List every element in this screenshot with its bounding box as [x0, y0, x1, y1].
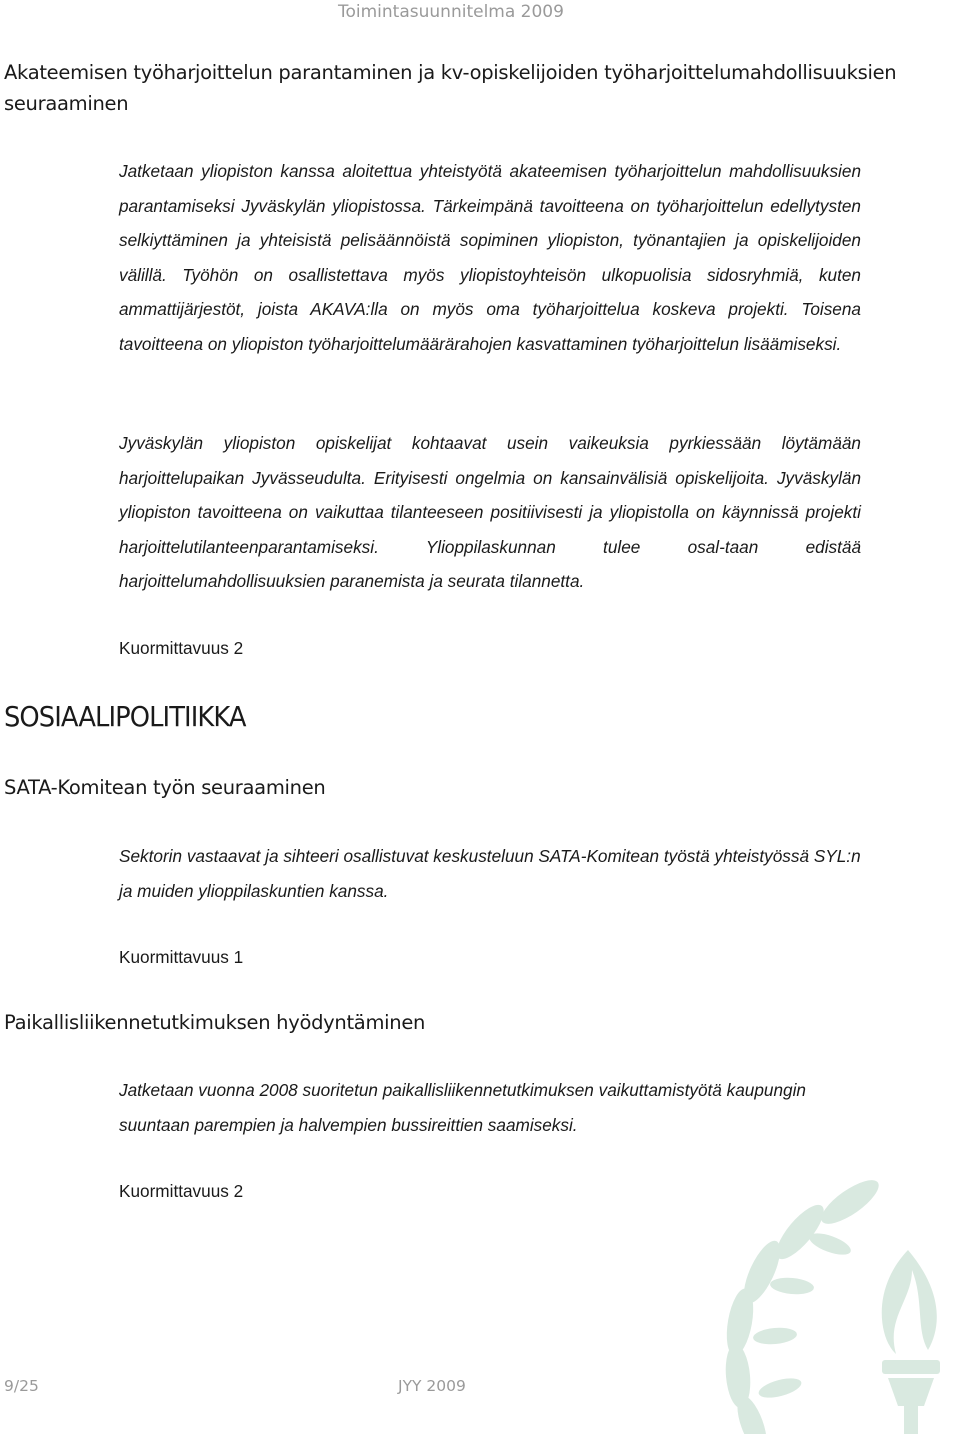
- footer-organization: JYY 2009: [398, 1377, 466, 1395]
- section-heading-tyoharjoittelu-line2: seuraaminen: [4, 92, 129, 115]
- torch-laurel-icon: [680, 1140, 960, 1434]
- paragraph-paikallisliikenne: Jatketaan vuonna 2008 suoritetun paikallisliikennetutkimuksen vaikuttamistyötä kaupungin suuntaan parempien ja halvempien bussireittien saamiseksi.: [119, 1080, 806, 1135]
- load-indicator-paikallisliikenne: Kuormittavuus 2: [119, 1181, 244, 1201]
- section-heading-paikallisliikenne: Paikallisliikennetutkimuksen hyödyntäminen: [4, 1011, 426, 1034]
- page-number: 9/25: [4, 1377, 39, 1395]
- document-header-title: Toimintasuunnitelma 2009: [338, 2, 564, 22]
- paragraph-tyoharjoittelu-2: Jyväskylän yliopiston opiskelijat kohtaavat usein vaikeuksia pyrkiessään löytämään harjoittelupaikan Jyvässeudulta. Erityisesti ongelmia on kansainvälisiä opiskelijoita. Jyväskylän yliopiston tavoitteena on vaikuttaa tilanteeseen positiivisesti ja yliopistolla on käynnissä projekti harjoittelutilanteenparantamiseksi. Ylioppilaskunnan tulee osal-taan edistää harjoittelumahdollisuuksien paranemista ja seurata tilannetta.: [119, 433, 861, 592]
- paragraph-sata: Sektorin vastaavat ja sihteeri osallistuvat keskusteluun SATA-Komitean työstä yhteistyössä SYL:n ja muiden ylioppilaskuntien kanssa.: [119, 846, 861, 901]
- main-section-title-sosiaalipolitiikka: SOSIAALIPOLITIIKKA: [4, 700, 246, 733]
- paragraph-tyoharjoittelu-1: Jatketaan yliopiston kanssa aloitettua yhteistyötä akateemisen työharjoittelun mahdollisuuksien parantamiseksi Jyväskylän yliopistossa. Tärkeimpänä tavoitteena on työharjoittelun edellytysten selkiyttäminen ja yhteisistä pelisäännöistä sopiminen yliopiston, työnantajien ja opiskelijoiden välillä. Työhön on osallistettava myös yliopistoyhteisön ulkopuolisia sidosryhmiä, kuten ammattijärjestöt, joista AKAVA:lla on myös oma työharjoittelua koskeva projekti. Toisena tavoitteena on yliopiston työharjoittelumäärärahojen kasvattaminen työharjoittelun lisäämiseksi.: [119, 161, 861, 354]
- section-heading-sata: SATA-Komitean työn seuraaminen: [4, 776, 326, 799]
- section-heading-tyoharjoittelu-line1: Akateemisen työharjoittelun parantaminen ja kv-opiskelijoiden työharjoittelumahdollisuuksien: [4, 61, 897, 84]
- load-indicator-sata: Kuormittavuus 1: [119, 947, 244, 967]
- load-indicator-tyoharjoittelu: Kuormittavuus 2: [119, 638, 244, 658]
